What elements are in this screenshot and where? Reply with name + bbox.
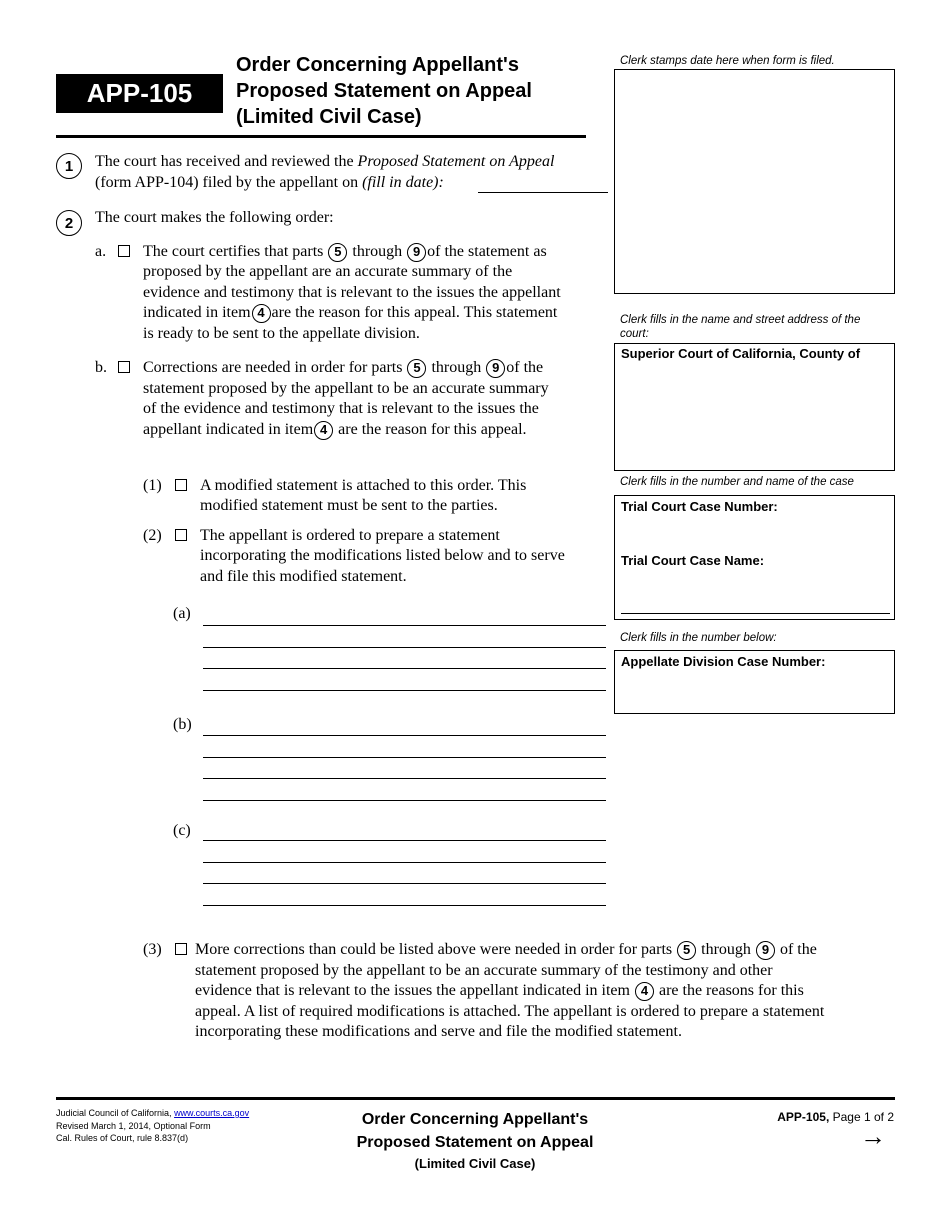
footer-revised: Revised March 1, 2014, Optional Form [56,1120,211,1131]
case-note: Clerk fills in the number and name of the case [620,476,854,488]
sub-3-checkbox[interactable] [175,943,187,955]
item-4-ref: 4 [252,304,271,323]
item-1-number: 1 [56,153,82,179]
item-2b-line-3: of the evidence and testimony that is relevant to the issues the [143,400,539,417]
mod-a-line-3[interactable] [203,668,606,669]
sub-1-number: (1) [143,477,162,494]
part-5-ref: 5 [407,359,426,378]
footer-rules: Cal. Rules of Court, rule 8.837(d) [56,1133,189,1143]
sub-3-line-2: statement proposed by the appellant to be an accurate summary of the testimony and other [195,962,773,979]
item-2a-line-1: The court certifies that parts 5 through 9 of the statement as [143,243,547,260]
mod-a-line-1[interactable] [203,625,606,626]
footer-page-info: APP-105, Page 1 of 2 [777,1110,894,1124]
mod-b-line-1[interactable] [203,735,606,736]
next-page-arrow-icon: → [860,1121,886,1151]
part-9-ref: 9 [756,941,775,960]
sub-3-line-4: appeal. A list of required modifications is attached. The appellant is ordered to prepare a statement [195,1003,825,1020]
sub-2-line-3: and file this modified statement. [200,568,407,585]
appellate-note: Clerk fills in the number below: [620,632,777,644]
case-name-line [621,613,890,614]
item-2a-line-5: is ready to be sent to the appellate division. [143,325,420,342]
item-2a-line-3: evidence and testimony that is relevant to the issues the appellant [143,284,561,301]
item-2-number: 2 [56,210,82,236]
courts-link[interactable]: www.courts.ca.gov [174,1108,250,1118]
item-1-line-1: The court has received and reviewed the Proposed Statement on Appeal [95,153,555,170]
form-number-badge: APP-105 [56,74,223,113]
item-2b-letter: b. [95,359,107,376]
mod-c-line-1[interactable] [203,840,606,841]
part-9-ref: 9 [407,243,426,262]
sub-3-line-1: More corrections than could be listed above were needed in order for parts 5 through 9 of the [195,941,817,958]
mod-a-label: (a) [173,605,191,622]
mod-a-line-4[interactable] [203,690,606,691]
sub-3-number: (3) [143,941,162,958]
item-4-ref: 4 [635,982,654,1001]
footer-title-line-2: Proposed Statement on Appeal [356,1134,594,1151]
court-label: Superior Court of California, County of [621,346,861,361]
part-5-ref: 5 [328,243,347,262]
item-1-line-2: (form APP-104) filed by the appellant on (fill in date): [95,174,444,191]
court-address-box[interactable] [614,343,895,471]
part-5-ref: 5 [677,941,696,960]
footer-title [300,1108,650,1173]
part-9-ref: 9 [486,359,505,378]
item-2-intro: The court makes the following order: [95,209,334,226]
footer-title-line-1: Order Concerning Appellant's [361,1111,589,1128]
footer-council: Judicial Council of California, www.courts.ca.gov [56,1108,250,1118]
trial-case-name-label: Trial Court Case Name: [621,553,765,568]
sub-2-checkbox[interactable] [175,529,187,541]
stamp-note: Clerk stamps date here when form is filed. [620,55,835,67]
mod-b-label: (b) [173,716,192,733]
mod-c-label: (c) [173,822,191,839]
title-line-1: Order Concerning Appellant's [236,54,519,76]
sub-3-line-3: evidence that is relevant to the issues the appellant indicated in item 4 are the reasons for this [195,982,804,999]
mod-b-line-4[interactable] [203,800,606,801]
item-2b-line-2: statement proposed by the appellant to be an accurate summary [143,380,549,397]
mod-b-line-3[interactable] [203,778,606,779]
sub-2-line-1: The appellant is ordered to prepare a statement [200,527,500,544]
item-2a-letter: a. [95,243,107,260]
item-4-ref: 4 [314,421,333,440]
item-2b-line-4: appellant indicated in item 4 are the reason for this appeal. [143,421,527,438]
court-note: Clerk fills in the name and street address of the court: [620,314,861,340]
sub-1-checkbox[interactable] [175,479,187,491]
sub-1-line-1: A modified statement is attached to this order. This [200,477,527,494]
item-2b-checkbox[interactable] [118,361,130,373]
clerk-stamp-box[interactable] [614,69,895,294]
mod-c-line-4[interactable] [203,905,606,906]
footer-rule [56,1097,895,1100]
sub-1-line-2: modified statement must be sent to the parties. [200,497,498,514]
item-2b-line-1: Corrections are needed in order for parts 5 through 9 of the [143,359,544,376]
mod-c-line-3[interactable] [203,883,606,884]
appellate-case-number-label: Appellate Division Case Number: [621,654,826,669]
footer-source [56,1107,249,1145]
trial-case-number-label: Trial Court Case Number: [621,499,778,514]
item-2a-line-2: proposed by the appellant are an accurate summary of the [143,263,513,280]
item-2a-line-4: indicated in item 4 are the reason for this appeal. This statement [143,304,558,321]
mod-c-line-2[interactable] [203,862,606,863]
title-line-3: (Limited Civil Case) [236,106,422,128]
appellate-case-box[interactable] [614,650,895,714]
footer-title-line-3: (Limited Civil Case) [414,1156,536,1171]
case-info-box[interactable] [614,495,895,620]
title-line-2: Proposed Statement on Appeal [236,80,532,102]
sub-2-number: (2) [143,527,162,544]
header-rule [56,135,586,138]
sub-2-line-2: incorporating the modifications listed below and to serve [200,547,565,564]
filed-date-field[interactable] [478,192,608,193]
form-title [236,52,532,130]
mod-a-line-2[interactable] [203,647,606,648]
sub-3-line-5: incorporating these modifications and serve and file the modified statement. [195,1023,682,1040]
item-2a-checkbox[interactable] [118,245,130,257]
mod-b-line-2[interactable] [203,757,606,758]
